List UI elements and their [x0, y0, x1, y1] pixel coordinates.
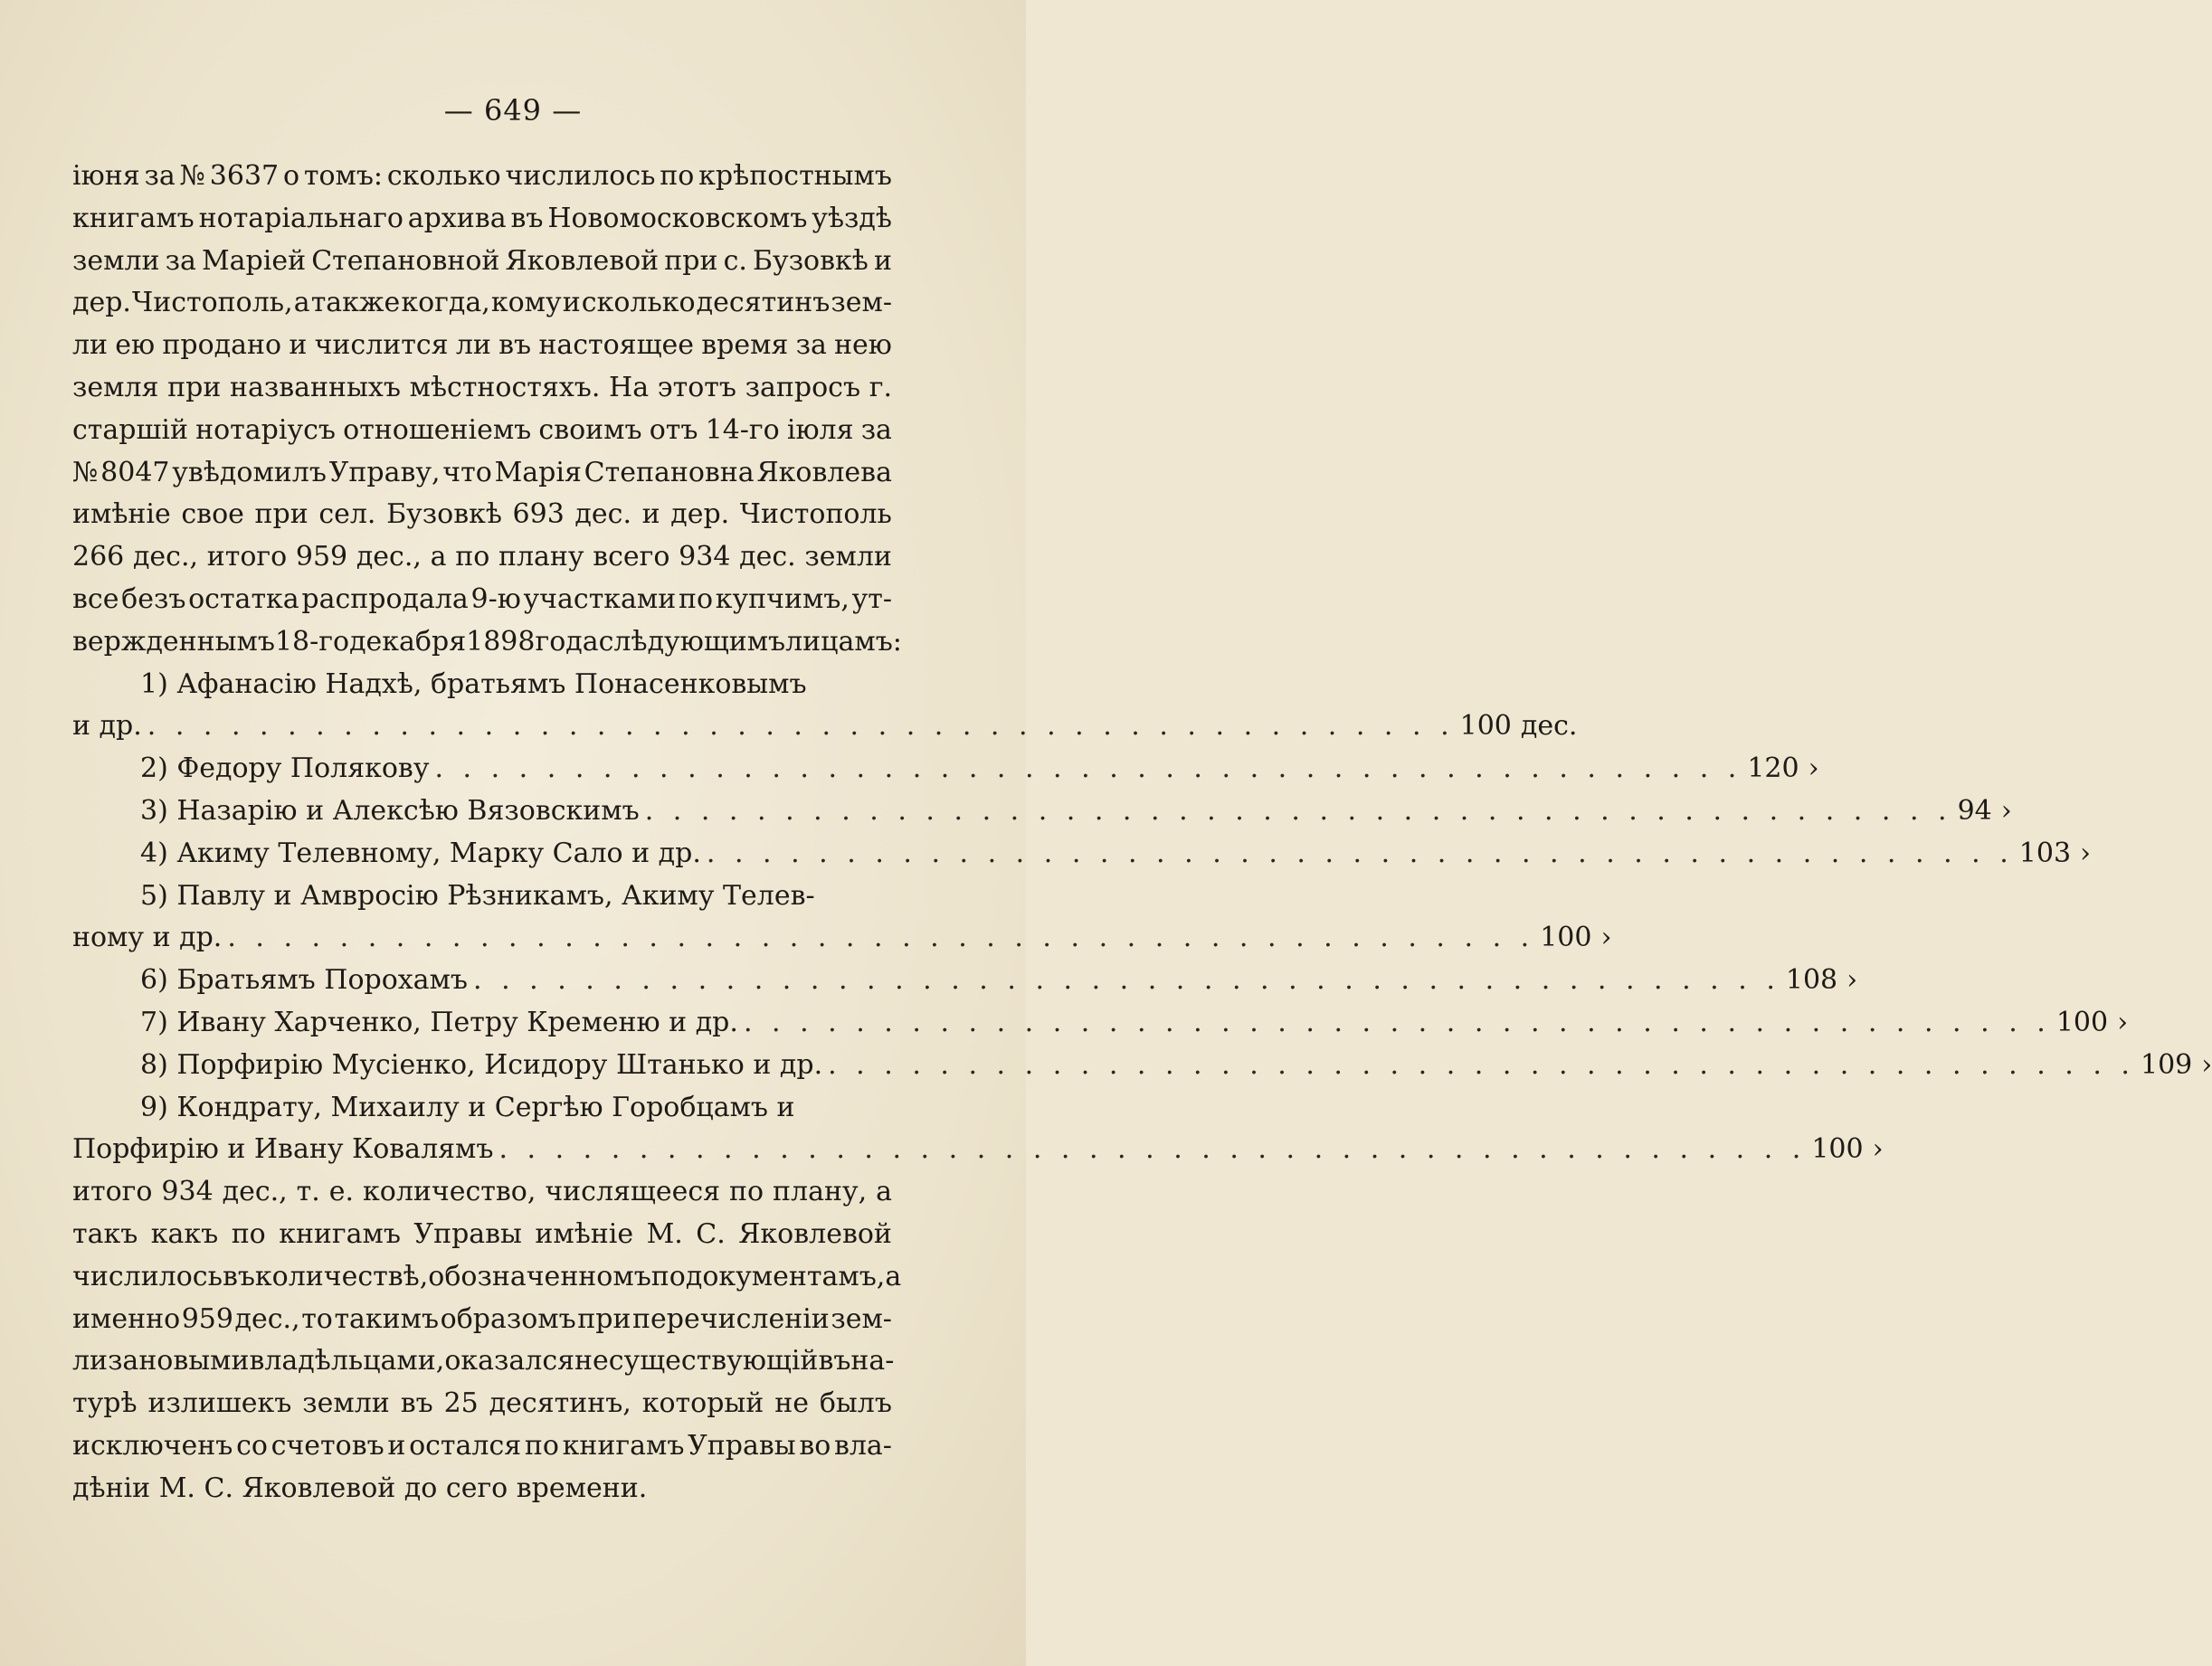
word: дѣніи [72, 1472, 151, 1504]
word: Управы [688, 1429, 796, 1462]
word: о [282, 160, 300, 192]
word: нею [834, 329, 892, 362]
word: названныхъ [230, 371, 401, 403]
word: дес., [132, 541, 199, 573]
word: за [144, 160, 176, 192]
text-line [72, 367, 892, 410]
list-item-amount: 100 [1459, 710, 1512, 743]
list-item-unit: › [1600, 922, 1612, 954]
word: до [403, 1472, 438, 1504]
word: книгамъ [279, 1217, 401, 1250]
list-item-amount: 100 [1540, 922, 1592, 954]
word: дер. [670, 498, 730, 531]
word: и [289, 329, 308, 362]
word: Яковлева [756, 456, 892, 488]
word: числящееся [545, 1176, 721, 1208]
word: плану, [773, 1176, 868, 1208]
word: декабря [349, 625, 467, 658]
word: зем- [831, 1302, 892, 1335]
dot-leader [822, 1045, 2141, 1087]
list-item-unit: дес. [1520, 710, 1578, 743]
word: запросъ [745, 371, 861, 403]
word: документамъ, [685, 1260, 886, 1292]
list-item-label: 6) Братьямъ Порохамъ [140, 964, 468, 997]
list-item [72, 1129, 1884, 1171]
word: образомъ [440, 1302, 576, 1335]
word: С. [696, 1217, 726, 1250]
list-item-label: ному и др. [72, 922, 223, 954]
word: на- [850, 1345, 895, 1377]
word: при [664, 244, 718, 277]
word: увѣдомилъ [172, 456, 327, 488]
word: 934 [161, 1176, 214, 1208]
word: по [455, 541, 490, 573]
word: въ [510, 202, 544, 234]
word: 9-ю [470, 582, 521, 615]
word: крѣпостнымъ [698, 160, 892, 192]
text-line [72, 579, 892, 621]
word: со [236, 1429, 268, 1462]
word: по [650, 1260, 686, 1292]
word: такъ [72, 1217, 138, 1250]
word: обозначенномъ [428, 1260, 651, 1292]
page-number: — 649 — [443, 93, 583, 128]
word: Управу, [328, 456, 441, 488]
list-item [72, 960, 1858, 1002]
text-line [72, 1171, 892, 1214]
list-item-amount: 120 [1747, 753, 1799, 785]
word: мѣстностяхъ. [409, 371, 601, 403]
list-item [72, 917, 1612, 960]
word: во [799, 1429, 831, 1462]
text-line [72, 1214, 892, 1256]
list-item-label: 2) Федору Полякову [140, 753, 430, 785]
word: исключенъ [72, 1429, 233, 1462]
word: 266 [72, 541, 125, 573]
word: уѣздѣ [812, 202, 892, 234]
list-item-amount: 100 [1811, 1133, 1864, 1166]
word: при [254, 498, 309, 531]
list-item-amount: 109 [2140, 1048, 2193, 1081]
dot-leader [222, 917, 1540, 960]
word: слѣдующимъ [598, 625, 786, 658]
word: за [860, 413, 892, 446]
word: въ [818, 1345, 851, 1377]
word: Яковлевой [242, 1472, 396, 1504]
list-item [72, 833, 2092, 876]
word: Чистополь, [132, 287, 293, 319]
word: какъ [150, 1217, 219, 1250]
word: дер. [72, 287, 131, 319]
word: счетовъ [271, 1429, 384, 1462]
list-item [72, 790, 2012, 833]
dot-leader [429, 748, 1747, 790]
word: въ [222, 1260, 255, 1292]
word: по [524, 1429, 559, 1462]
word: и [562, 287, 581, 319]
word: 693 [512, 498, 565, 531]
list-item-amount: 94 [1957, 794, 1992, 827]
dot-leader [640, 790, 1958, 833]
word: ею [115, 329, 156, 362]
word: Маріей [201, 244, 307, 277]
list-item-unit: › [1808, 753, 1819, 785]
text-line [72, 1256, 902, 1299]
word: Бузовкѣ [753, 244, 869, 277]
word: отъ [649, 413, 698, 446]
word: Марія [494, 456, 582, 488]
word: года [535, 625, 599, 658]
word: за [795, 329, 827, 362]
word: количествѣ, [254, 1260, 429, 1292]
word: С. [204, 1472, 234, 1504]
word: и [387, 1429, 406, 1462]
word: также [310, 287, 401, 319]
word: то [301, 1302, 333, 1335]
dot-leader [468, 960, 1786, 1002]
word: въ [498, 329, 532, 362]
word: архива [407, 202, 507, 234]
word: М. [158, 1472, 195, 1504]
word: оказался [444, 1345, 575, 1377]
word: а [430, 541, 447, 573]
text-line [72, 621, 902, 664]
word: владѣльцами, [249, 1345, 445, 1377]
word: т. [296, 1176, 320, 1208]
word: 14-го [705, 413, 780, 446]
word: сколько [386, 160, 501, 192]
word: времени. [516, 1472, 648, 1504]
word: купчимъ, [715, 582, 850, 615]
word: старшій [72, 413, 188, 446]
word: ли [72, 1345, 109, 1377]
word: іюня [72, 160, 140, 192]
word: продано [162, 329, 282, 362]
word: вержденнымъ [72, 625, 275, 658]
list-item-unit: › [2000, 794, 2012, 827]
word: по [729, 1176, 764, 1208]
word: Управы [413, 1217, 522, 1250]
word: не [774, 1387, 809, 1420]
dot-leader [701, 833, 2019, 876]
word: дес. [574, 498, 631, 531]
word: Яковлевой [505, 244, 660, 277]
word: На [609, 371, 650, 403]
word: г. [869, 371, 892, 403]
word: турѣ [72, 1387, 138, 1420]
word: время [701, 329, 789, 362]
word: десятинъ, [489, 1387, 631, 1420]
word: безъ [121, 582, 186, 615]
word: земля [72, 371, 159, 403]
word: былъ [819, 1387, 892, 1420]
word: имѣніе [535, 1217, 634, 1250]
list-item-unit: › [2117, 1006, 2129, 1038]
word: Новомосковскомъ [547, 202, 808, 234]
list-item-first-line: 1) Афанасію Надхѣ, братьямъ Понасенковымъ [140, 667, 807, 700]
list-item [72, 1002, 2129, 1045]
list-item [72, 1045, 2212, 1087]
word: Степановной [311, 244, 500, 277]
body-text [72, 156, 2212, 1510]
text-line [72, 325, 892, 367]
word: дес., [356, 541, 422, 573]
word: такимъ [334, 1302, 440, 1335]
word: плану [498, 541, 584, 573]
text-line [72, 410, 892, 452]
word: дес. [739, 541, 796, 573]
text-line [72, 1299, 892, 1341]
word: участками [523, 582, 677, 615]
word: количество, [363, 1176, 536, 1208]
word: итого [72, 1176, 153, 1208]
word: № [179, 160, 205, 192]
word: что [442, 456, 492, 488]
word: Яковлевой [738, 1217, 892, 1250]
list-item-first-line: 9) Кондрату, Михаилу и Сергѣю Горобцамъ и [140, 1091, 795, 1123]
list-item-amount: 100 [2055, 1006, 2109, 1038]
word: сколько [581, 287, 696, 319]
text-line [72, 1340, 895, 1383]
word: Чистополь [739, 498, 892, 531]
list-item-unit: › [1846, 964, 1858, 997]
word: этотъ [657, 371, 736, 403]
word: новыми [138, 1345, 250, 1377]
word: а [876, 1176, 892, 1208]
list-item-label: 8) Порфирію Мусіенко, Исидору Штанько и др. [140, 1048, 823, 1081]
word: Степановна [584, 456, 755, 488]
word: а [885, 1260, 902, 1292]
word: въ [400, 1387, 433, 1420]
word: книгамъ [562, 1429, 685, 1462]
word: 8047 [100, 456, 170, 488]
text-line [72, 156, 892, 198]
word: № [72, 456, 99, 488]
word: лицамъ: [785, 625, 902, 658]
word: всего [593, 541, 670, 573]
word: остался [409, 1429, 522, 1462]
word: ли [455, 329, 491, 362]
list-item-unit: › [1872, 1133, 1884, 1166]
text-line [72, 494, 892, 536]
list-item-unit: › [2080, 837, 2092, 869]
word: земли [302, 1387, 390, 1420]
word: земли [72, 244, 160, 277]
list-item-amount: 108 [1785, 964, 1838, 997]
word: за [165, 244, 196, 277]
word: при [577, 1302, 631, 1335]
list-item-label: 7) Ивану Харченко, Петру Кременю и др. [140, 1006, 738, 1038]
word: отношеніемъ [343, 413, 532, 446]
word: с. [723, 244, 747, 277]
word: 959 [181, 1302, 233, 1335]
word: 959 [295, 541, 348, 573]
word: десятинъ [696, 287, 831, 319]
word: за [108, 1345, 139, 1377]
list-item-label: Порфирію и Ивану Ковалямъ [72, 1133, 494, 1166]
word: остатка [188, 582, 299, 615]
word: іюля [786, 413, 854, 446]
word: именно [72, 1302, 181, 1335]
text-line [72, 1468, 892, 1510]
word: ут- [851, 582, 892, 615]
list-item-label: и др. [72, 710, 142, 743]
word: нотаріусъ [195, 413, 336, 446]
word: перечисленіи [632, 1302, 830, 1335]
word: кому [490, 287, 562, 319]
word: ли [72, 329, 109, 362]
word: по [678, 582, 714, 615]
word: который [641, 1387, 764, 1420]
word: 934 [679, 541, 731, 573]
dot-leader [142, 705, 1460, 748]
word: числилось [72, 1260, 223, 1292]
word: томъ: [303, 160, 384, 192]
word: вла- [833, 1429, 892, 1462]
word: настоящее [538, 329, 694, 362]
word: сел. [318, 498, 376, 531]
word: по [231, 1217, 266, 1250]
word: Бузовкѣ [386, 498, 502, 531]
word: дес., [222, 1176, 288, 1208]
word: свое [181, 498, 244, 531]
word: 3637 [209, 160, 280, 192]
dot-leader [493, 1129, 1811, 1171]
text-line [72, 452, 892, 495]
word: 18-го [274, 625, 350, 658]
word: когда, [401, 287, 490, 319]
text-line [72, 1425, 892, 1468]
word: числилось [505, 160, 656, 192]
word: земли [804, 541, 892, 573]
word: числится [314, 329, 449, 362]
dot-leader [738, 1002, 2056, 1045]
word: нотаріальнаго [198, 202, 403, 234]
word: дес., [234, 1302, 300, 1335]
list-item-label: 3) Назарію и Алексѣю Вязовскимъ [140, 794, 640, 827]
text-line [72, 1383, 892, 1425]
list-item-amount: 103 [2018, 837, 2072, 869]
word: излишекъ [147, 1387, 292, 1420]
word: сего [445, 1472, 508, 1504]
list-item-unit: › [2201, 1048, 2212, 1081]
word: 25 [443, 1387, 479, 1420]
list-item-label: 4) Акиму Телевному, Марку Сало и др. [140, 837, 701, 869]
text-line [72, 282, 892, 325]
word: зем- [831, 287, 892, 319]
word: по [660, 160, 695, 192]
word: распродала [301, 582, 469, 615]
word: своимъ [538, 413, 642, 446]
word: книгамъ [72, 202, 195, 234]
word: М. [646, 1217, 683, 1250]
text-line [72, 241, 892, 283]
list-item [72, 748, 1819, 790]
word: и [873, 244, 892, 277]
word: 1898 [466, 625, 536, 658]
word: и [641, 498, 660, 531]
word: итого [206, 541, 288, 573]
text-line [72, 198, 892, 241]
word: несуществующій [574, 1345, 819, 1377]
list-item [72, 705, 1578, 748]
text-line [72, 536, 892, 579]
word: имѣніе [72, 498, 171, 531]
list-item-first-line: 5) Павлу и Амвросію Рѣзникамъ, Акиму Телев- [140, 879, 815, 912]
word: а [293, 287, 310, 319]
word: все [72, 582, 119, 615]
word: при [167, 371, 222, 403]
word: е. [328, 1176, 355, 1208]
